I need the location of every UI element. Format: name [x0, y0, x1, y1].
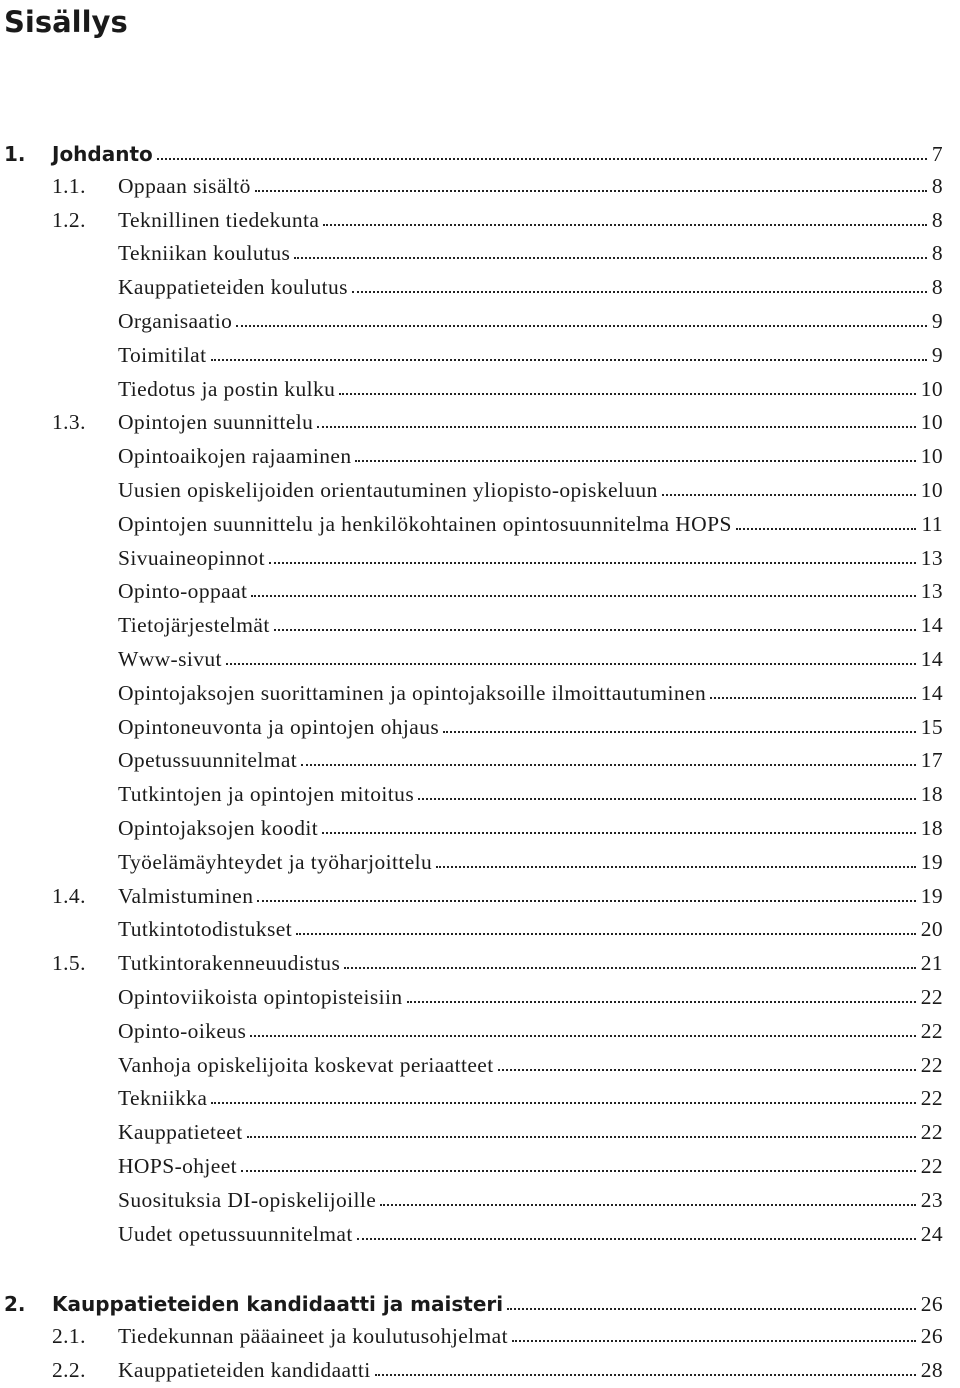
toc-entry-title: Työelämäyhteydet ja työharjoittelu [118, 849, 433, 874]
dot-leader [241, 1170, 916, 1172]
toc-page-number: 28 [920, 1358, 943, 1382]
toc-entry-title: Suosituksia DI-opiskelijoille [118, 1187, 377, 1212]
dot-leader [355, 460, 915, 462]
toc-page-number: 19 [920, 883, 943, 908]
toc-page-number: 18 [920, 816, 943, 840]
toc-entry-line [118, 1222, 943, 1247]
dot-leader [296, 933, 916, 935]
toc-entry-title: Tekniikan koulutus [118, 241, 291, 266]
toc-entry-title: Opintojen suunnittelu [118, 410, 314, 435]
toc-entry-line [118, 444, 943, 469]
toc-entry-title: Opinto-oikeus [118, 1018, 247, 1043]
toc-section-entry[interactable] [0, 1320, 960, 1354]
toc-subsection-entry[interactable] [0, 846, 960, 880]
toc-page-number: 15 [920, 714, 943, 739]
toc-entry-title: Kauppatieteiden koulutus [118, 275, 348, 300]
toc-entry-title: Johdanto [52, 142, 153, 166]
toc-subsection-entry[interactable] [0, 339, 960, 373]
toc-entry-line [118, 208, 943, 233]
toc-subsection-entry[interactable] [0, 1150, 960, 1184]
toc-entry-number: 1. [4, 142, 26, 166]
toc-entry-title: Tiedotus ja postin kulku [118, 376, 336, 401]
toc-subsection-entry[interactable] [0, 1184, 960, 1218]
dot-leader [443, 731, 916, 733]
dot-leader [211, 1102, 915, 1104]
toc-section-entry[interactable] [0, 170, 960, 204]
dot-leader [498, 1069, 916, 1071]
toc-entry-title: Vanhoja opiskelijoita koskevat periaatteet [118, 1052, 494, 1077]
toc-entry-title: Organisaatio [118, 309, 233, 333]
toc-page-number: 19 [920, 849, 943, 874]
toc-entry-title: Opintojaksojen suorittaminen ja opintojaksoille ilmoittautuminen [118, 680, 707, 705]
toc-subsection-entry[interactable] [0, 508, 960, 542]
toc-entry-title: Tutkintotodistukset [118, 917, 293, 942]
toc-entry-line [118, 410, 943, 435]
toc-entry-line [118, 850, 943, 875]
toc-entry-title: Kauppatieteet [118, 1120, 243, 1145]
toc-entry-title: Www-sivut [118, 647, 222, 671]
toc-entry-number: 1.3. [52, 410, 86, 435]
toc-entry-line [118, 241, 943, 266]
toc-entry-title: Tiedekunnan pääaineet ja koulutusohjelmat [118, 1324, 508, 1349]
toc-entry-line [118, 343, 943, 368]
toc-subsection-entry[interactable] [0, 542, 960, 576]
toc-entry-title: Sivuaineopinnot [118, 545, 265, 570]
dot-leader [236, 325, 927, 327]
toc-subsection-entry[interactable] [0, 1218, 960, 1252]
toc-page-number: 8 [931, 241, 943, 266]
toc-entry-title: Opintojen suunnittelu ja henkilökohtainen opintosuunnitelma HOPS [118, 511, 732, 536]
toc-page-number: 17 [920, 748, 943, 773]
toc-subsection-entry[interactable] [0, 677, 960, 711]
toc-section-entry[interactable] [0, 406, 960, 440]
toc-entry-line [52, 1292, 943, 1317]
toc-entry-number: 2.1. [52, 1324, 86, 1349]
dot-leader [507, 1308, 916, 1310]
toc-page-number: 22 [920, 1052, 943, 1077]
toc-entry-line [118, 512, 943, 537]
toc-entry-line [118, 884, 943, 909]
toc-entry-number: 2. [4, 1292, 26, 1317]
toc-page-number: 26 [920, 1292, 943, 1317]
toc-subsection-entry[interactable] [0, 744, 960, 778]
toc-subsection-entry[interactable] [0, 1116, 960, 1150]
dot-leader [352, 291, 927, 293]
toc-entry-title: Opintoaikojen rajaaminen [118, 444, 352, 469]
toc-entry-line [118, 1053, 943, 1078]
toc-subsection-entry[interactable] [0, 609, 960, 643]
dot-leader [317, 426, 915, 428]
toc-entry-title: Opinto-oppaat [118, 579, 248, 604]
dot-leader [736, 528, 917, 530]
dot-leader [247, 1136, 916, 1138]
toc-entry-line [118, 782, 943, 807]
toc-entry-line [118, 478, 943, 503]
toc-entry-line [118, 951, 943, 976]
toc-subsection-entry[interactable] [0, 271, 960, 305]
toc-entry-title: Tutkintorakenneuudistus [118, 951, 341, 976]
toc-entry-title: Opetussuunnitelmat [118, 748, 298, 773]
toc-page-number: 22 [920, 1086, 943, 1111]
toc-entry-line [118, 681, 943, 706]
dot-leader [357, 1238, 916, 1240]
toc-entry-line [118, 579, 943, 604]
toc-entry-title: Opintojaksojen koodit [118, 816, 319, 840]
toc-subsection-entry[interactable] [0, 1082, 960, 1116]
dot-leader [380, 1204, 915, 1206]
dot-leader [418, 798, 916, 800]
toc-page-number: 21 [920, 951, 943, 976]
toc-entry-title: Tutkintojen ja opintojen mitoitus [118, 782, 415, 807]
toc-page-number: 14 [920, 613, 943, 638]
toc-page-number: 22 [920, 1018, 943, 1043]
toc-page-number: 10 [920, 478, 943, 502]
toc-subsection-entry[interactable] [0, 981, 960, 1015]
toc-entry-number: 1.1. [52, 173, 86, 198]
toc-page-number: 10 [920, 410, 943, 435]
toc-entry-title: Kauppatieteiden kandidaatti [118, 1358, 371, 1382]
toc-page-number: 10 [920, 444, 943, 469]
toc-section-entry[interactable] [0, 1354, 960, 1388]
toc-entry-line [118, 917, 943, 942]
toc-entry-line [118, 377, 943, 402]
toc-entry-line [118, 1086, 943, 1111]
toc-entry-number: 1.2. [52, 207, 86, 232]
dot-leader [512, 1340, 916, 1342]
page-title: Sisällys [4, 5, 128, 39]
toc-entry-number: 1.5. [52, 951, 86, 976]
toc-entry-title: Uusien opiskelijoiden orientautuminen yliopisto-opiskeluun [118, 478, 658, 502]
dot-leader [436, 866, 915, 868]
toc-subsection-entry[interactable] [0, 711, 960, 745]
toc-subsection-entry[interactable] [0, 440, 960, 474]
dot-leader [251, 595, 915, 597]
toc-page-number: 18 [920, 782, 943, 807]
toc-section-entry[interactable] [0, 947, 960, 981]
toc-entry-title: Teknillinen tiedekunta [118, 207, 320, 232]
toc-page-number: 26 [920, 1324, 943, 1349]
toc-entry-line [118, 985, 943, 1010]
toc-entry-line [118, 748, 943, 773]
dot-leader [407, 1001, 916, 1003]
toc-page-number: 14 [920, 680, 943, 705]
dot-leader [226, 663, 916, 665]
dot-leader [157, 158, 927, 160]
toc-subsection-entry[interactable] [0, 305, 960, 339]
dot-leader [301, 764, 916, 766]
dot-leader [662, 494, 916, 496]
toc-entry-line [118, 816, 943, 841]
dot-leader [375, 1374, 916, 1376]
dot-leader [250, 1035, 915, 1037]
toc-entry-line [118, 1154, 943, 1179]
toc-chapter-entry[interactable] [0, 136, 960, 170]
toc-subsection-entry[interactable] [0, 1049, 960, 1083]
toc-entry-title: HOPS-ohjeet [118, 1154, 238, 1178]
toc-page-number: 22 [920, 1120, 943, 1145]
toc-page-number: 24 [920, 1221, 943, 1246]
toc-subsection-entry[interactable] [0, 373, 960, 407]
toc-entry-line [118, 1324, 943, 1349]
toc-entry-line [118, 309, 943, 334]
toc-entry-title: Opintoviikoista opintopisteisiin [118, 985, 403, 1009]
toc-chapter-entry[interactable] [0, 1286, 960, 1320]
toc-page-number: 22 [920, 1154, 943, 1178]
toc-entry-title: Valmistuminen [118, 883, 254, 908]
toc-subsection-entry[interactable] [0, 237, 960, 271]
toc-page-number: 13 [920, 579, 943, 604]
toc-entry-number: 1.4. [52, 883, 86, 908]
dot-leader [257, 900, 915, 902]
toc-subsection-entry[interactable] [0, 1015, 960, 1049]
toc-page-number: 8 [931, 275, 943, 300]
dot-leader [323, 224, 927, 226]
toc-page-number: 10 [920, 376, 943, 401]
toc-entry-title: Tietojärjestelmät [118, 613, 270, 638]
toc-page-number: 14 [920, 647, 943, 671]
dot-leader [294, 257, 927, 259]
toc-entry-line [118, 1019, 943, 1044]
toc-entry-line [118, 546, 943, 571]
toc-entry-title: Kauppatieteiden kandidaatti ja maisteri [52, 1292, 504, 1317]
toc-entry-line [118, 715, 943, 740]
toc-entry-line [118, 613, 943, 638]
dot-leader [344, 967, 915, 969]
toc-section-entry[interactable] [0, 204, 960, 238]
toc-page-number: 20 [920, 917, 943, 942]
toc-subsection-entry[interactable] [0, 474, 960, 508]
toc-page-number: 13 [920, 545, 943, 570]
toc-entry-line [118, 1120, 943, 1145]
toc-section-entry[interactable] [0, 880, 960, 914]
dot-leader [269, 562, 916, 564]
toc-subsection-entry[interactable] [0, 643, 960, 677]
toc-page-number: 23 [920, 1187, 943, 1212]
toc-subsection-entry[interactable] [0, 913, 960, 947]
toc-page-number: 11 [921, 511, 943, 536]
toc-entry-line [118, 1358, 943, 1383]
toc-page-number: 9 [931, 309, 943, 333]
toc-entry-line [118, 275, 943, 300]
dot-leader [274, 629, 916, 631]
dot-leader [255, 190, 927, 192]
toc-page-number: 22 [920, 985, 943, 1009]
toc-page-number: 9 [931, 342, 943, 367]
toc-entry-title: Uudet opetussuunnitelmat [118, 1221, 353, 1246]
toc-entry-line [118, 1188, 943, 1213]
toc-entry-number: 2.2. [52, 1358, 86, 1382]
toc-page-number: 8 [931, 173, 943, 198]
toc-entry-title: Tekniikka [118, 1086, 208, 1111]
toc-subsection-entry[interactable] [0, 778, 960, 812]
dot-leader [710, 697, 916, 699]
toc-subsection-entry[interactable] [0, 575, 960, 609]
toc-page-number: 7 [931, 142, 943, 166]
toc-entry-title: Oppaan sisältö [118, 173, 251, 198]
dot-leader [211, 359, 927, 361]
toc-entry-line [118, 647, 943, 672]
toc-entry-title: Toimitilat [118, 342, 207, 367]
toc-entry-line [118, 174, 943, 199]
toc-subsection-entry[interactable] [0, 812, 960, 846]
toc-entry-line [52, 142, 943, 167]
dot-leader [322, 832, 916, 834]
dot-leader [339, 393, 915, 395]
toc-entry-title: Opintoneuvonta ja opintojen ohjaus [118, 714, 440, 739]
toc-page-number: 8 [931, 207, 943, 232]
